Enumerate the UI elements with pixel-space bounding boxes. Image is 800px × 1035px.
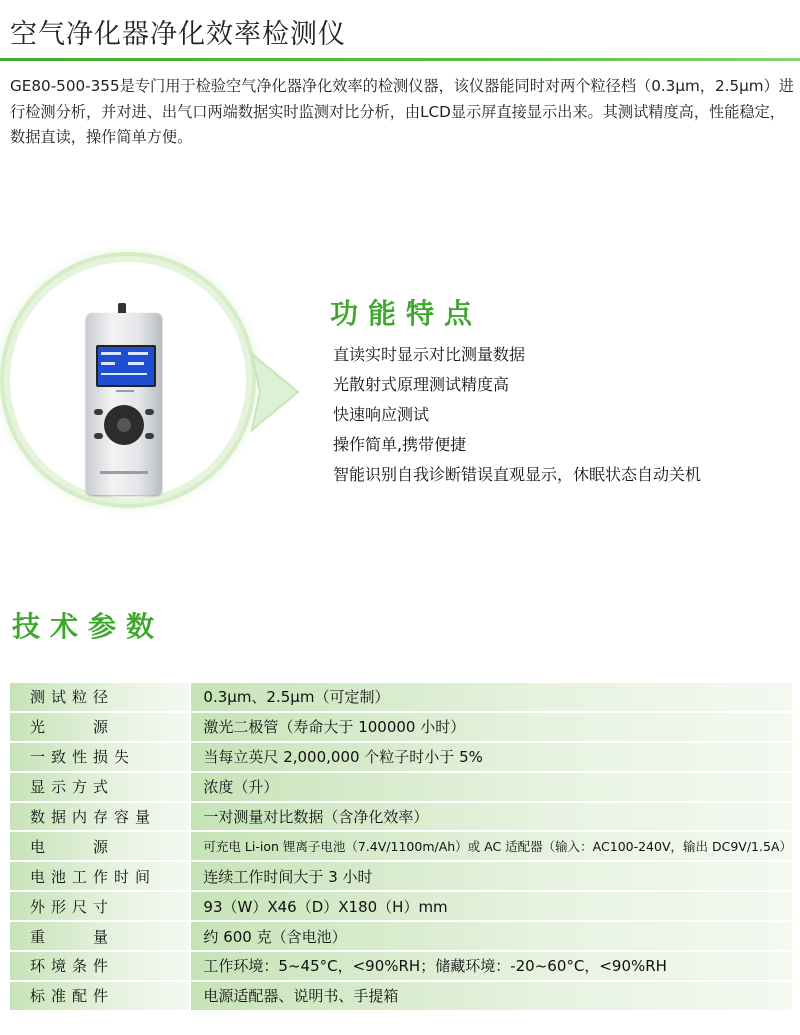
intro-paragraph: GE80-500-355是专门用于检验空气净化器净化效率的检测仪器，该仪器能同时对两个粒径档（0.3μm，2.5μm）进行检测分析，并对进、出气口两端数据实时监测对比分析，由LCD显示屏直接显示出来。其测试精度高，性能稳定，数据直读，操作简单方便。	[10, 77, 794, 146]
spec-label: 标准配件	[10, 982, 191, 1012]
title-underline	[0, 58, 800, 61]
spec-value: 0.3μm、2.5μm（可定制）	[191, 683, 792, 713]
spec-value: 激光二极管（寿命大于 100000 小时）	[191, 713, 792, 743]
feature-item: 光散射式原理测试精度高	[333, 375, 510, 394]
feature-item: 智能识别自我诊断错误直观显示，休眠状态自动关机	[333, 465, 702, 484]
table-row	[10, 773, 792, 803]
spec-label: 重 量	[10, 922, 191, 952]
specs-table	[10, 683, 792, 1012]
features-heading: 功能特点	[330, 297, 483, 330]
features-list	[333, 340, 701, 490]
spec-value: 当每立英尺 2,000,000 个粒子时小于 5%	[191, 743, 792, 773]
table-row	[10, 952, 792, 982]
spec-label: 显示方式	[10, 773, 191, 803]
spec-value: 连续工作时间大于 3 小时	[191, 862, 792, 892]
spec-value: 一对测量对比数据（含净化效率）	[191, 803, 792, 833]
table-row	[10, 922, 792, 952]
device-brand-label	[100, 471, 148, 474]
table-row	[10, 683, 792, 713]
spec-label: 电 源	[10, 832, 191, 862]
spec-value: 93（W）X46（D）X180（H）mm	[191, 892, 792, 922]
spec-value: 约 600 克（含电池）	[191, 922, 792, 952]
device-keypad	[104, 405, 144, 445]
spec-value: 电源适配器、说明书、手提箱	[191, 982, 792, 1012]
device-lcd-screen	[96, 345, 156, 387]
device-label-line	[116, 390, 134, 392]
specs-heading: 技术参数	[12, 610, 165, 643]
spec-label: 一致性损失	[10, 743, 191, 773]
table-row	[10, 832, 792, 862]
table-row	[10, 892, 792, 922]
spec-value: 可充电 Li-ion 锂离子电池（7.4V/1100m/Ah）或 AC 适配器（输入：AC100-240V，输出 DC9V/1.5A）	[191, 832, 792, 862]
page-title: 空气净化器净化效率检测仪	[10, 19, 346, 50]
spec-label: 数据内存容量	[10, 803, 191, 833]
table-row	[10, 743, 792, 773]
spec-label: 环境条件	[10, 952, 191, 982]
table-row	[10, 982, 792, 1012]
spec-label: 测试粒径	[10, 683, 191, 713]
table-row	[10, 803, 792, 833]
spec-label: 外形尺寸	[10, 892, 191, 922]
table-row	[10, 713, 792, 743]
spec-value: 工作环境：5~45°C，<90%RH；储藏环境：-20~60°C，<90%RH	[191, 952, 792, 982]
spec-label: 光 源	[10, 713, 191, 743]
feature-item: 直读实时显示对比测量数据	[333, 345, 526, 364]
product-device-image	[86, 313, 162, 495]
table-row	[10, 862, 792, 892]
chevron-right-icon	[250, 352, 300, 432]
feature-item: 快速响应测试	[333, 405, 430, 424]
spec-label: 电池工作时间	[10, 862, 191, 892]
spec-value: 浓度（升）	[191, 773, 792, 803]
feature-item: 操作简单,携带便捷	[333, 435, 467, 454]
